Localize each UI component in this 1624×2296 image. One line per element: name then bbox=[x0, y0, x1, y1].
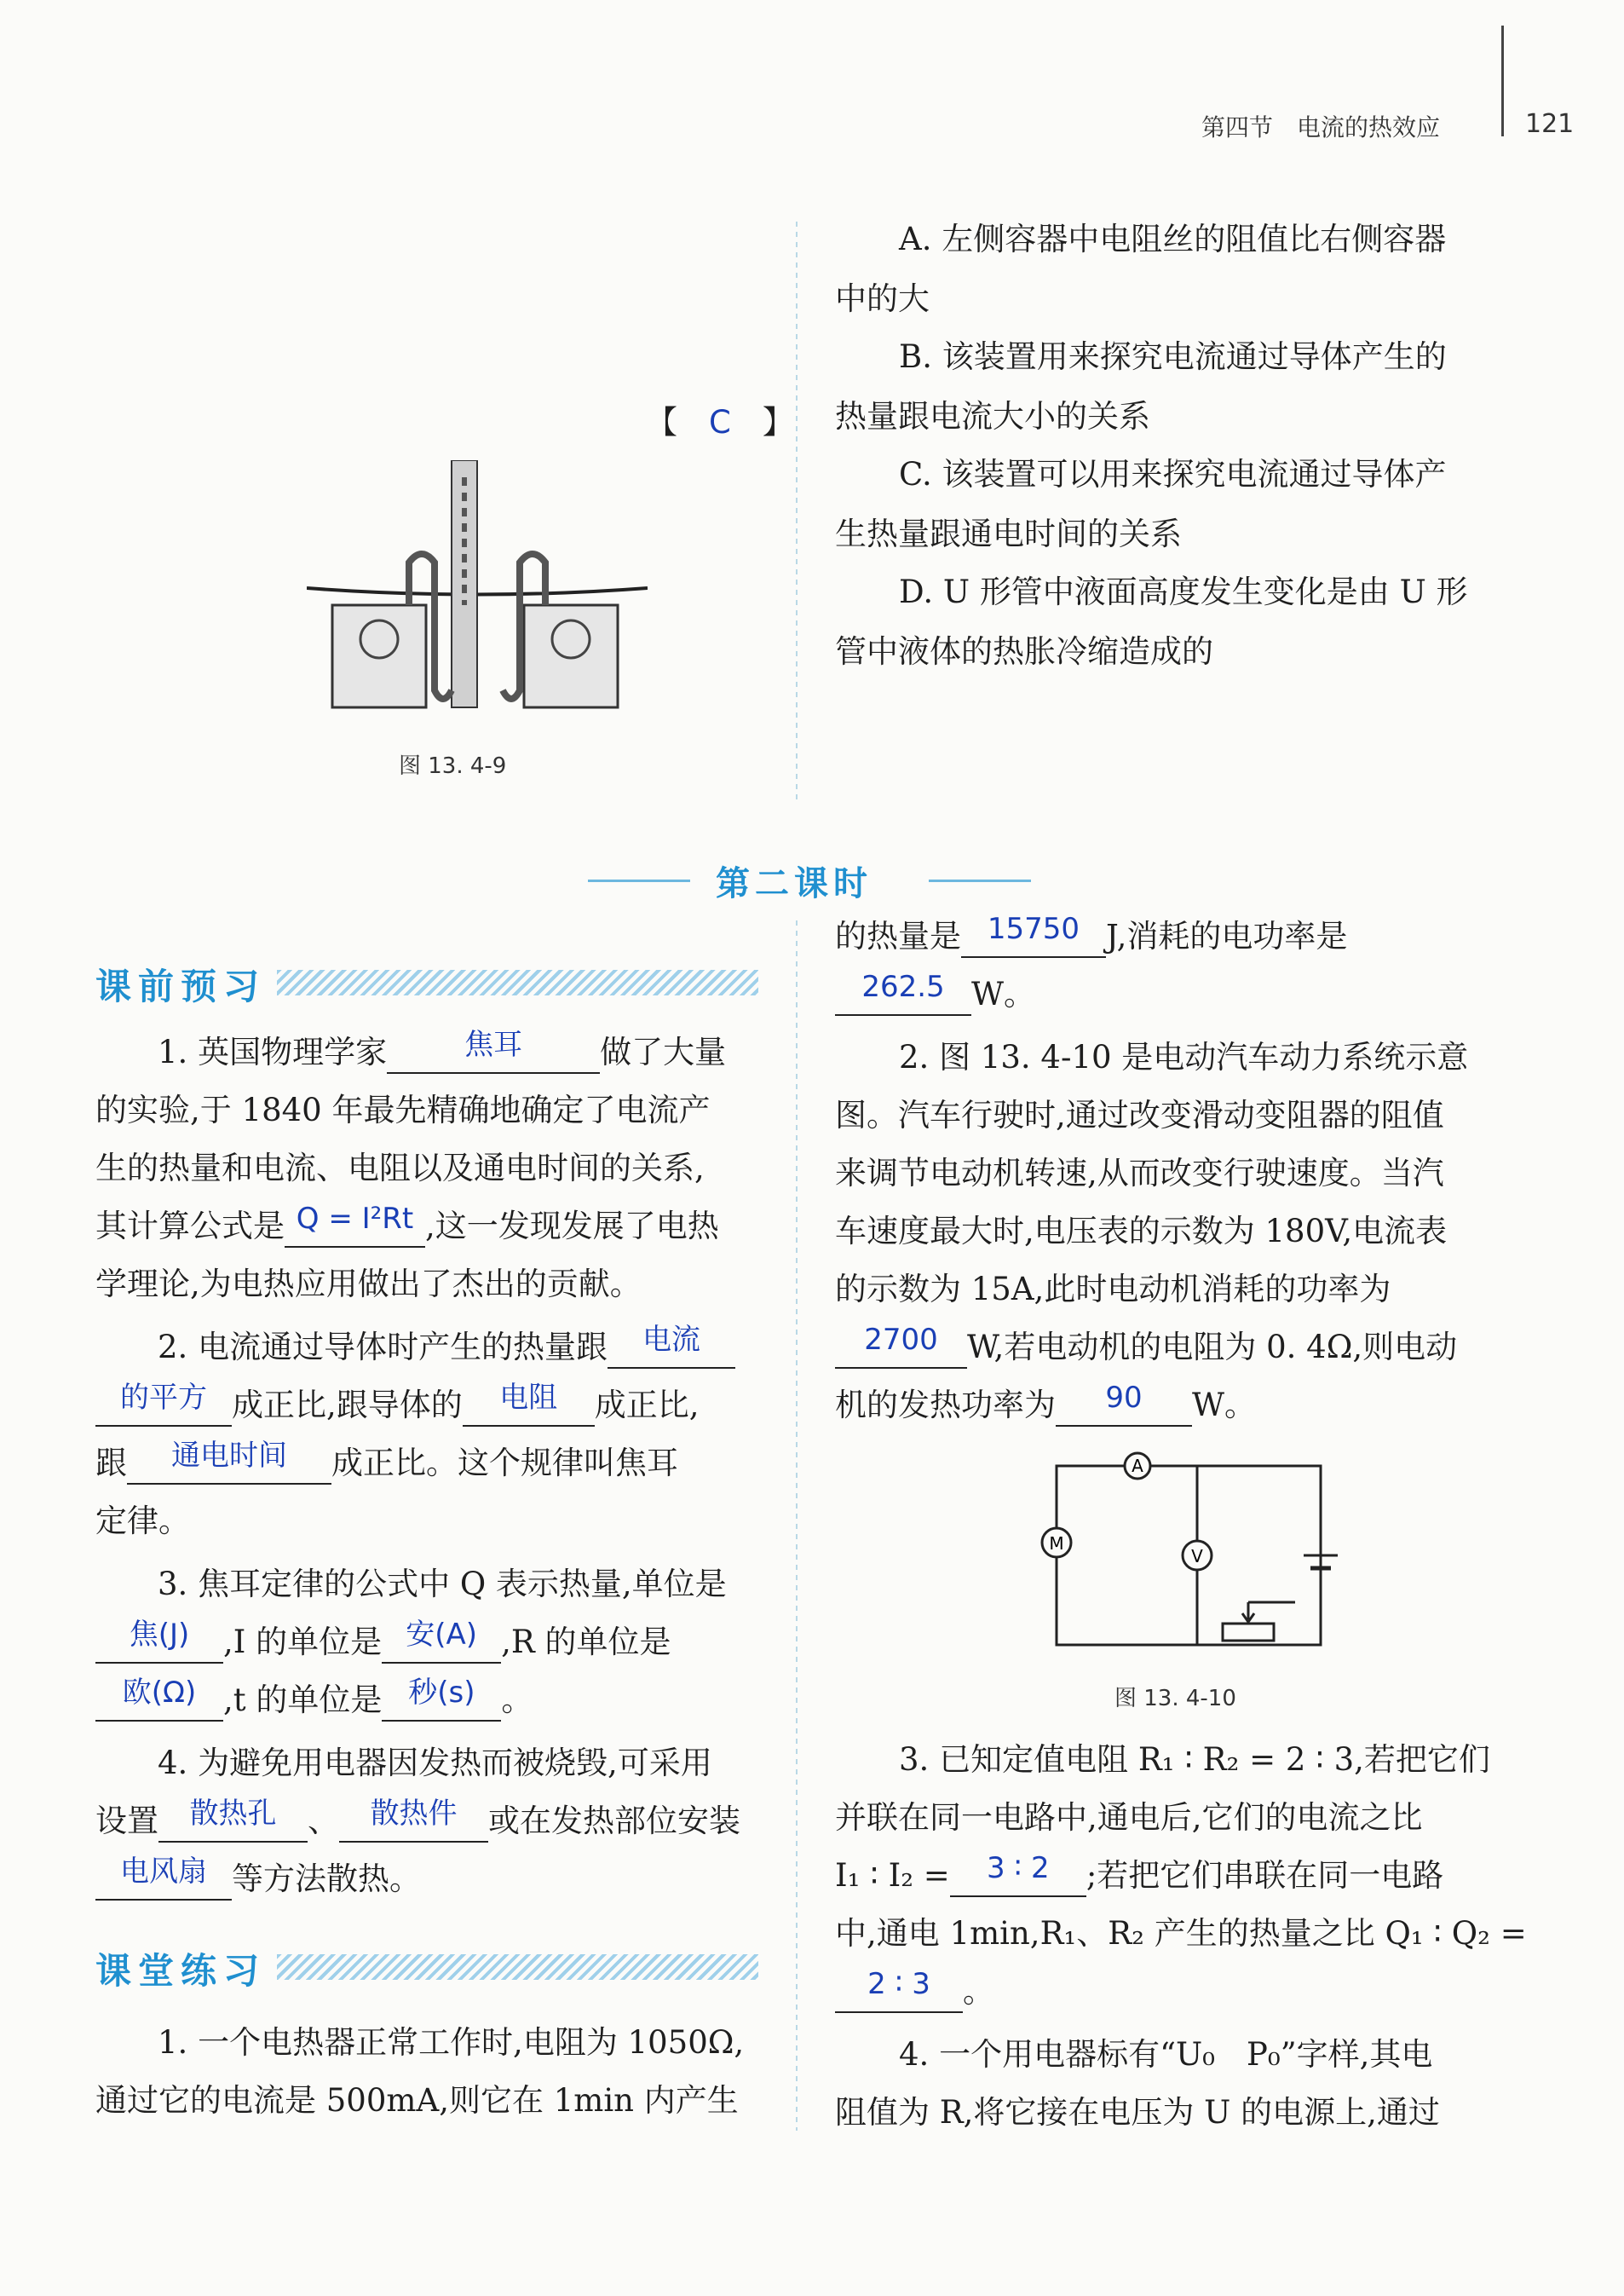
banner-line-left bbox=[588, 880, 690, 882]
practice-q2-line7: 机的发热功率为 90 W。 bbox=[835, 1384, 1256, 1427]
practice-q3-line4: 中,通电 1min,R₁、R₂ 产生的热量之比 Q₁ ∶ Q₂ = bbox=[835, 1915, 1527, 1952]
answer-blank: 焦(J) bbox=[129, 1618, 190, 1652]
chapter-section-title: 第四节 电流的热效应 bbox=[1201, 113, 1441, 141]
practice-q1-line4: 262.5 W。 bbox=[835, 973, 1035, 1016]
column-divider-top bbox=[796, 222, 798, 801]
header-divider bbox=[1501, 26, 1504, 136]
answer-blank: 电流 bbox=[642, 1323, 701, 1357]
practice-q1-line2: 通过它的电流是 500mA,则它在 1min 内产生 bbox=[95, 2082, 739, 2119]
answer-blank: 电阻 bbox=[499, 1381, 558, 1415]
figure-13-4-10-circuit bbox=[1039, 1449, 1346, 1662]
practice-q2-line6: 2700 W,若电动机的电阻为 0. 4Ω,则电动 bbox=[835, 1326, 1457, 1369]
preview-q4-line1: 4. 为避免用电器因发热而被烧毁,可采用 bbox=[158, 1745, 712, 1781]
preview-q4-line2: 设置 散热孔 、 散热件 或在发热部位安装 bbox=[95, 1800, 740, 1843]
figure-caption-13-4-9: 图 13. 4-9 bbox=[399, 753, 507, 779]
practice-q1-line3: 的热量是 15750 J,消耗的电功率是 bbox=[835, 915, 1347, 958]
motor-label: M bbox=[1049, 1533, 1064, 1554]
answer-choice: C bbox=[709, 404, 731, 441]
answer-blank: 秒(s) bbox=[408, 1676, 475, 1710]
practice-q2-line2: 图。汽车行驶时,通过改变滑动变阻器的阻值 bbox=[835, 1097, 1444, 1134]
practice-q2-line3: 来调节电动机转速,从而改变行驶速度。当汽 bbox=[835, 1155, 1444, 1191]
practice-heading: 课堂练习 bbox=[95, 1950, 267, 1992]
preview-q2-line1: 2. 电流通过导体时产生的热量跟 电流 bbox=[158, 1326, 735, 1369]
practice-q4-line1: 4. 一个用电器标有“U₀ P₀”字样,其电 bbox=[899, 2036, 1433, 2073]
practice-q3-line2: 并联在同一电路中,通电后,它们的电流之比 bbox=[835, 1799, 1423, 1836]
preview-q3-line1: 3. 焦耳定律的公式中 Q 表示热量,单位是 bbox=[158, 1566, 727, 1602]
preview-q2-line2: 的平方 成正比,跟导体的 电阻 成正比, bbox=[95, 1384, 700, 1427]
answer-blank: 2700 bbox=[864, 1323, 938, 1357]
practice-q2-line1: 2. 图 13. 4-10 是电动汽车动力系统示意 bbox=[899, 1039, 1469, 1076]
answer-blank: 通电时间 bbox=[171, 1439, 287, 1473]
preview-q2-line3: 跟 通电时间 成正比。这个规律叫焦耳 bbox=[95, 1442, 678, 1485]
column-divider-bottom bbox=[796, 920, 798, 2131]
option-a-line2: 中的大 bbox=[835, 280, 930, 317]
answer-blank: 262.5 bbox=[861, 970, 945, 1004]
answer-blank: 散热件 bbox=[370, 1797, 458, 1831]
answer-blank: 安(A) bbox=[406, 1618, 478, 1652]
preview-q1-line3: 生的热量和电流、电阻以及通电时间的关系, bbox=[95, 1150, 705, 1186]
preview-q4-line3: 电风扇 等方法散热。 bbox=[95, 1858, 421, 1901]
answer-blank: Q = I²Rt bbox=[296, 1202, 414, 1236]
practice-q4-line2: 阻值为 R,将它接在电压为 U 的电源上,通过 bbox=[835, 2094, 1440, 2131]
preview-q1-line2: 的实验,于 1840 年最先精确地确定了电流产 bbox=[95, 1092, 711, 1128]
practice-q2-line5: 的示数为 15A,此时电动机消耗的功率为 bbox=[835, 1271, 1391, 1307]
preview-heading-stripe bbox=[277, 970, 758, 995]
option-a-line1: A. 左侧容器中电阻丝的阻值比右侧容器 bbox=[899, 221, 1447, 257]
banner-line-right bbox=[929, 880, 1031, 882]
practice-q2-line4: 车速度最大时,电压表的示数为 180V,电流表 bbox=[835, 1213, 1448, 1249]
preview-q2-line4: 定律。 bbox=[95, 1503, 190, 1539]
answer-bracket: 【 C 】 bbox=[646, 404, 794, 441]
practice-q3-line5: 2 ∶ 3 。 bbox=[835, 1970, 994, 2013]
lesson-title: 第二课时 bbox=[716, 864, 872, 903]
preview-heading: 课前预习 bbox=[95, 966, 267, 1007]
preview-q1-line4: 其计算公式是 Q = I²Rt ,这一发现发展了电热 bbox=[95, 1205, 719, 1248]
preview-q1-line1: 1. 英国物理学家 焦耳 做了大量 bbox=[158, 1031, 726, 1074]
answer-blank: 2 ∶ 3 bbox=[867, 1967, 930, 2001]
answer-blank: 欧(Ω) bbox=[122, 1676, 197, 1710]
option-c-line1: C. 该装置可以用来探究电流通过导体产 bbox=[899, 456, 1447, 493]
ammeter-label: A bbox=[1132, 1456, 1143, 1476]
answer-blank: 焦耳 bbox=[464, 1028, 523, 1062]
practice-heading-stripe bbox=[277, 1954, 758, 1980]
answer-blank: 电风扇 bbox=[120, 1855, 207, 1889]
option-d-line2: 管中液体的热胀冷缩造成的 bbox=[835, 633, 1213, 670]
figure-caption-13-4-10: 图 13. 4-10 bbox=[1114, 1686, 1236, 1711]
answer-blank: 15750 bbox=[987, 912, 1080, 946]
voltmeter-label: V bbox=[1191, 1546, 1203, 1566]
answer-blank: 90 bbox=[1105, 1381, 1143, 1415]
answer-blank: 3 ∶ 2 bbox=[986, 1851, 1050, 1885]
answer-blank: 散热孔 bbox=[189, 1797, 277, 1831]
option-c-line2: 生热量跟通电时间的关系 bbox=[835, 516, 1182, 552]
practice-q3-line1: 3. 已知定值电阻 R₁ ∶ R₂ = 2 ∶ 3,若把它们 bbox=[899, 1741, 1490, 1778]
option-b-line1: B. 该装置用来探究电流通过导体产生的 bbox=[899, 338, 1447, 375]
option-b-line2: 热量跟电流大小的关系 bbox=[835, 398, 1150, 435]
figure-13-4-9 bbox=[307, 460, 648, 716]
practice-q3-line3: I₁ ∶ I₂ = 3 ∶ 2 ;若把它们串联在同一电路 bbox=[835, 1855, 1443, 1897]
preview-q3-line3: 欧(Ω) ,t 的单位是 秒(s) 。 bbox=[95, 1679, 533, 1722]
page-number: 121 bbox=[1525, 109, 1575, 139]
preview-q3-line2: 焦(J) ,I 的单位是 安(A) ,R 的单位是 bbox=[95, 1621, 671, 1664]
preview-q1-line5: 学理论,为电热应用做出了杰出的贡献。 bbox=[95, 1266, 642, 1302]
option-d-line1: D. U 形管中液面高度发生变化是由 U 形 bbox=[899, 574, 1468, 610]
answer-blank: 的平方 bbox=[120, 1381, 207, 1415]
practice-q1-line1: 1. 一个电热器正常工作时,电阻为 1050Ω, bbox=[158, 2024, 745, 2061]
